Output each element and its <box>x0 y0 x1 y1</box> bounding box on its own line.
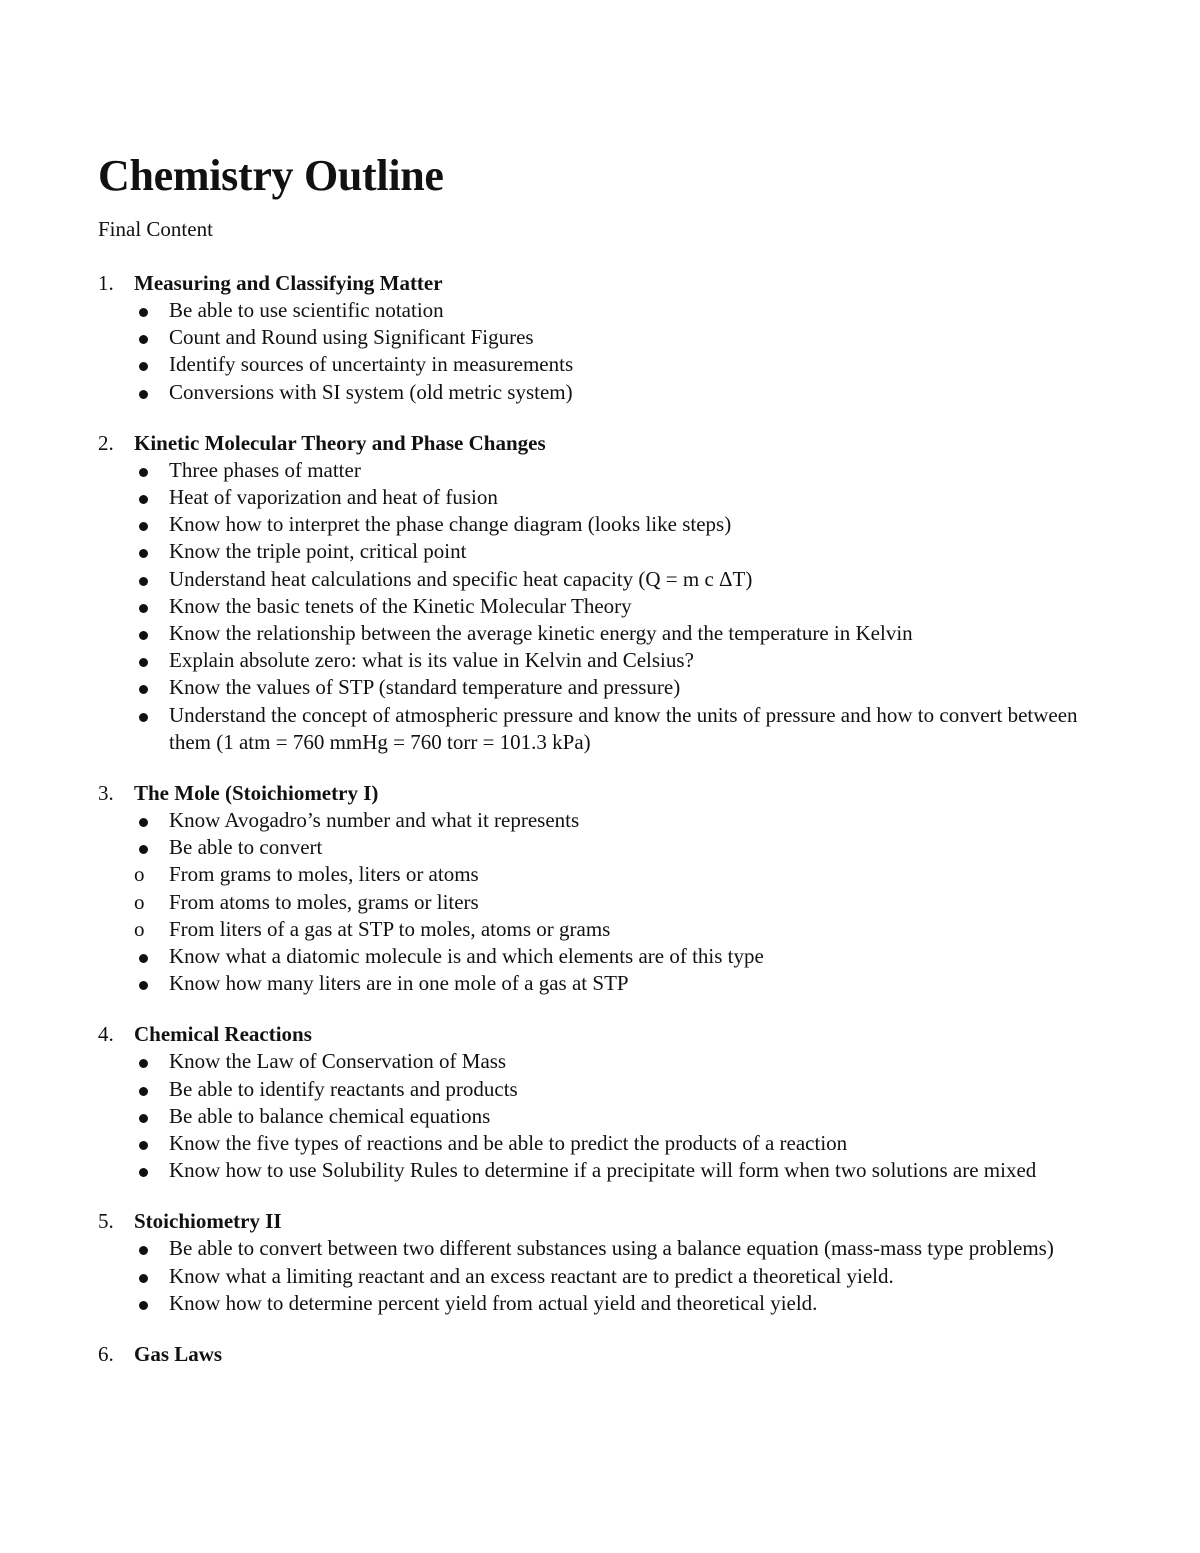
sub-bullet-item <box>98 861 1098 888</box>
bullet-text: Be able to convert between two different substances using a balance equation (mass-mass type problems) <box>169 1236 1054 1261</box>
bullet-text: Know the Law of Conservation of Mass <box>169 1049 507 1074</box>
section-title: Stoichiometry II <box>134 1209 282 1234</box>
section-heading <box>98 1341 1098 1368</box>
document-title: Chemistry Outline <box>98 151 444 200</box>
bullet-item <box>98 484 1098 511</box>
section-number: 1. <box>98 271 114 295</box>
bullet-dot-icon <box>139 1274 148 1283</box>
outline-section <box>98 780 1098 997</box>
bullet-item <box>98 324 1098 351</box>
bullet-item <box>98 647 1098 674</box>
bullet-item <box>98 807 1098 834</box>
bullet-dot-icon <box>139 1087 148 1096</box>
document-subtitle: Final Content <box>98 217 213 241</box>
bullet-dot-icon <box>139 685 148 694</box>
sub-bullet-item <box>98 916 1098 943</box>
bullet-dot-icon <box>139 981 148 990</box>
bullet-item <box>98 1130 1098 1157</box>
sub-bullet-list <box>98 861 1098 943</box>
bullet-item <box>98 511 1098 538</box>
section-number: 3. <box>98 781 114 806</box>
bullet-item <box>98 702 1098 756</box>
bullet-dot-icon <box>139 522 148 531</box>
bullet-text: Know the values of STP (standard temperature and pressure) <box>169 675 681 700</box>
bullet-item <box>98 1290 1098 1317</box>
bullet-item <box>98 566 1098 593</box>
bullet-text: Be able to balance chemical equations <box>169 1103 491 1128</box>
bullet-dot-icon <box>139 308 148 317</box>
section-title: Gas Laws <box>134 1342 223 1367</box>
bullet-text: Know how to interpret the phase change diagram (looks like steps) <box>169 512 732 537</box>
bullet-list <box>98 1235 1098 1317</box>
section-heading <box>98 1208 1098 1235</box>
bullet-dot-icon <box>139 577 148 586</box>
bullet-item <box>98 970 1098 997</box>
section-number: 4. <box>98 1022 114 1047</box>
bullet-text: Know Avogadro’s number and what it represents <box>169 808 580 833</box>
document-page <box>98 148 1098 1368</box>
sub-bullet-item <box>98 889 1098 916</box>
bullet-dot-icon <box>139 1301 148 1310</box>
bullet-dot-icon <box>139 549 148 558</box>
section-title: Kinetic Molecular Theory and Phase Changes <box>134 430 546 455</box>
bullet-item <box>98 457 1098 484</box>
bullet-dot-icon <box>139 713 148 722</box>
bullet-dot-icon <box>139 818 148 827</box>
bullet-text: Know what a limiting reactant and an excess reactant are to predict a theoretical yield. <box>169 1263 894 1288</box>
sub-bullet-text: From atoms to moles, grams or liters <box>169 889 479 914</box>
sub-bullet-text: From grams to moles, liters or atoms <box>169 862 479 887</box>
section-number: 6. <box>98 1342 114 1367</box>
bullet-item <box>98 593 1098 620</box>
bullet-dot-icon <box>139 468 148 477</box>
bullet-text: Know what a diatomic molecule is and which elements are of this type <box>169 944 764 969</box>
bullet-dot-icon <box>139 335 148 344</box>
bullet-item <box>98 1235 1098 1262</box>
bullet-text: Understand the concept of atmospheric pressure and know the units of pressure and how to convert between them (1 atm = 760 mmHg = 760 torr = 101.3 kPa) <box>169 702 1078 754</box>
bullet-item <box>98 351 1098 378</box>
bullet-item <box>98 1103 1098 1130</box>
sub-bullet-text: From liters of a gas at STP to moles, atoms or grams <box>169 916 611 941</box>
bullet-text: Be able to use scientific notation <box>169 298 444 322</box>
bullet-dot-icon <box>139 954 148 963</box>
section-title: The Mole (Stoichiometry I) <box>134 781 379 806</box>
bullet-text: Identify sources of uncertainty in measurements <box>169 352 574 377</box>
section-number: 2. <box>98 430 114 455</box>
bullet-item <box>98 834 1098 861</box>
sub-bullet-circle-icon: o <box>134 916 145 941</box>
bullet-dot-icon <box>139 845 148 854</box>
bullet-list <box>98 1048 1098 1184</box>
bullet-list <box>98 457 1098 756</box>
section-title: Measuring and Classifying Matter <box>134 271 443 295</box>
bullet-text: Know the five types of reactions and be able to predict the products of a reaction <box>169 1131 848 1156</box>
bullet-item <box>98 620 1098 647</box>
bullet-item <box>98 674 1098 701</box>
outline-section <box>98 1208 1098 1317</box>
outline-section <box>98 1021 1098 1184</box>
bullet-dot-icon <box>139 362 148 371</box>
section-heading <box>98 780 1098 807</box>
bullet-item <box>98 379 1098 406</box>
bullet-item <box>98 1076 1098 1103</box>
outline-sections <box>98 270 1098 1368</box>
bullet-list <box>98 807 1098 997</box>
bullet-item <box>98 943 1098 970</box>
bullet-item <box>98 1263 1098 1290</box>
bullet-text: Know how to determine percent yield from actual yield and theoretical yield. <box>169 1290 818 1315</box>
bullet-item <box>98 297 1098 324</box>
bullet-dot-icon <box>139 658 148 667</box>
bullet-dot-icon <box>139 1114 148 1123</box>
bullet-text: Understand heat calculations and specific heat capacity (Q = m c ΔT) <box>169 566 753 591</box>
bullet-text: Know the relationship between the average kinetic energy and the temperature in Kelvin <box>169 621 913 646</box>
section-title: Chemical Reactions <box>134 1022 312 1047</box>
bullet-dot-icon <box>139 604 148 613</box>
sub-bullet-circle-icon: o <box>134 862 145 887</box>
outline-section <box>98 430 1098 756</box>
section-heading <box>98 1021 1098 1048</box>
bullet-dot-icon <box>139 390 148 399</box>
bullet-text: Conversions with SI system (old metric system) <box>169 379 573 404</box>
bullet-text: Know how many liters are in one mole of a gas at STP <box>169 971 629 996</box>
bullet-text: Be able to convert <box>169 835 323 860</box>
bullet-dot-icon <box>139 1059 148 1068</box>
bullet-dot-icon <box>139 1141 148 1150</box>
bullet-item <box>98 538 1098 565</box>
bullet-dot-icon <box>139 1168 148 1177</box>
bullet-text: Be able to identify reactants and products <box>169 1076 518 1101</box>
bullet-text: Know the basic tenets of the Kinetic Molecular Theory <box>169 593 632 618</box>
bullet-list <box>98 297 1098 406</box>
bullet-item <box>98 1157 1098 1184</box>
bullet-text: Explain absolute zero: what is its value in Kelvin and Celsius? <box>169 648 694 673</box>
sub-bullet-circle-icon: o <box>134 889 145 914</box>
bullet-text: Know the triple point, critical point <box>169 539 467 564</box>
bullet-text: Count and Round using Significant Figures <box>169 325 534 350</box>
bullet-dot-icon <box>139 1246 148 1255</box>
section-heading <box>98 430 1098 457</box>
bullet-text: Heat of vaporization and heat of fusion <box>169 485 498 510</box>
outline-section <box>98 270 1098 406</box>
bullet-text: Three phases of matter <box>169 457 361 482</box>
bullet-dot-icon <box>139 631 148 640</box>
section-number: 5. <box>98 1209 114 1234</box>
outline-section <box>98 1341 1098 1368</box>
bullet-text: Know how to use Solubility Rules to determine if a precipitate will form when two solutions are mixed <box>169 1158 1037 1183</box>
bullet-dot-icon <box>139 495 148 504</box>
section-heading <box>98 270 1098 297</box>
bullet-item <box>98 1048 1098 1075</box>
